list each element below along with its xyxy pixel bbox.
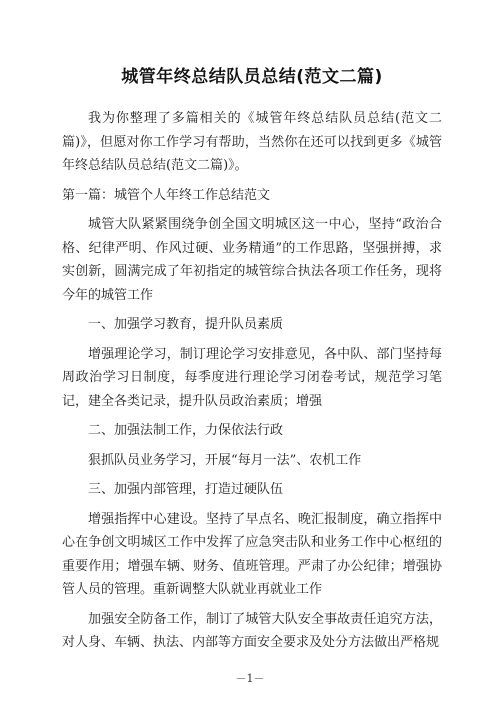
- page-number: －1－: [235, 672, 265, 685]
- body-paragraph: 增强指挥中心建设。坚持了早点名、晚汇报制度，确立指挥中心在争创文明城区工作中发挥了应急突击队和业务工作中心枢纽的重要作用；增强车辆、财务、值班管理。严肃了办公纪律；增强协管人员的管理。重新调整大队就业再就业工作: [62, 511, 442, 597]
- section-heading: 二、加强法制工作，力保依法行政: [88, 423, 284, 438]
- chapter-heading: 第一篇：城管个人年终工作总结范文: [62, 187, 271, 203]
- body-paragraph: 城管大队紧紧围绕争创全国文明城区这一中心，坚持“政治合格、纪律严明、作风过硬、业务精通”的工作思路，坚强拼搏，求实创新，圆满完成了年初指定的城管综合执法各项工作任务，现将今年的城管工作: [62, 217, 442, 303]
- body-paragraph: 狠抓队员业务学习，开展“每月一法”、农机工作: [88, 452, 362, 468]
- intro-paragraph: 我为你整理了多篇相关的《城管年终总结队员总结(范文二篇)》，但愿对你工作学习有帮助，当然你在还可以找到更多《城管年终总结队员总结(范文二篇)》。: [62, 111, 442, 173]
- section-heading: 三、加强内部管理，打造过硬队伍: [88, 482, 284, 497]
- section-heading: 一、加强学习教育，提升队员素质: [88, 317, 284, 332]
- document-title: 城管年终总结队员总结(范文二篇): [121, 67, 383, 87]
- body-paragraph: 加强安全防备工作，制订了城管大队安全事故责任追究方法，对人身、车辆、执法、内部等方面安全要求及处分方法做出严格规: [62, 611, 442, 650]
- body-paragraph: 增强理论学习，制订理论学习安排意见，各中队、部门坚持每周政治学习日制度，每季度进行理论学习闭卷考试，规范学习笔记，建全各类记录，提升队员政治素质；增强: [62, 346, 442, 409]
